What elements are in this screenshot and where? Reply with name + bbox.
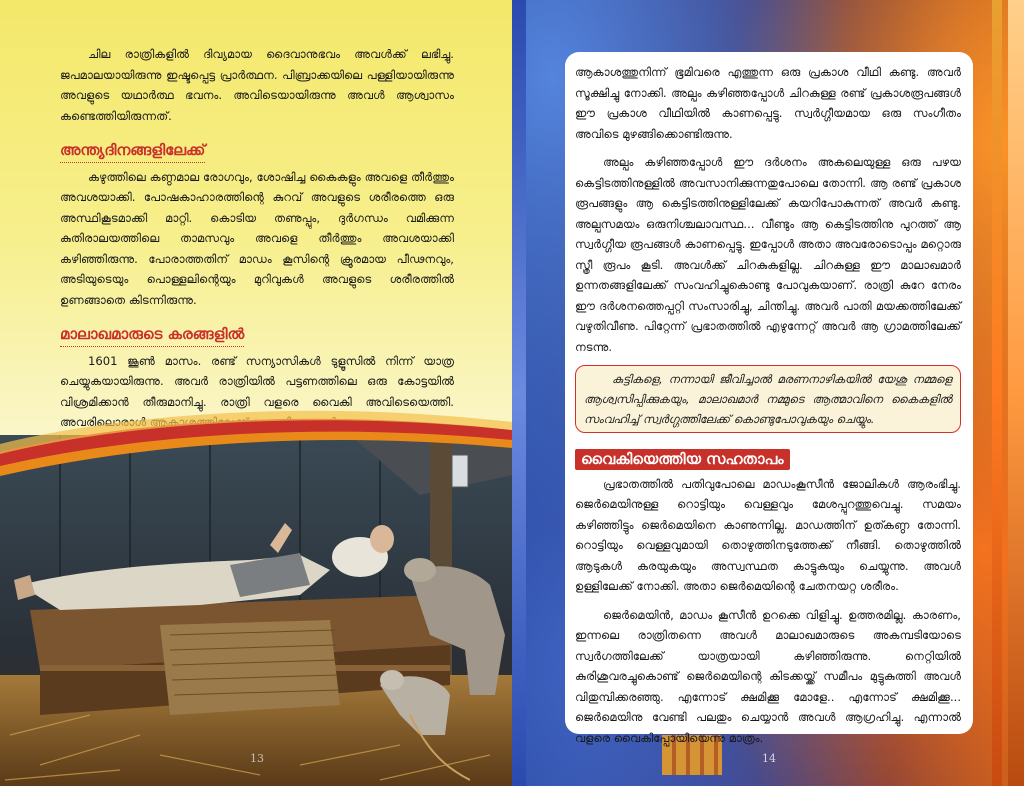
angels-paragraph: 1601 ജൂൺ മാസം. രണ്ട് സന്യാസികൾ ടുളൂസിൽ നിന്ന് യാത്ര ചെയ്യുകയായിരുന്നു. അവർ രാത്രിയിൽ പട്ടണത്തിലെ ഒരു കോട്ടയിൽ xyxy=(60,353,454,388)
left-page-text xyxy=(60,44,454,441)
quote-box: കുട്ടികളെ, നന്നായി ജീവിച്ചാൽ മരണനാഴികയിൽ യേശു നമ്മളെ ആശ്വസിപ്പിക്കുകയും, മാലാഖമാർ നമ്മുടെ ആത്മാവിനെ കൈകളിൽ സംവഹിച്ച് സ്വർഗ്ഗത്തിലേക്ക് കൊണ്ടുപോവുകയും ചെയ്യും. xyxy=(575,365,961,433)
vision-paragraph: ആകാശത്തുനിന്ന് ഭൂമിവരെ എത്തുന്ന ഒരു പ്രകാശ വീഥി കണ്ടു. അവർ സൂക്ഷിച്ചു നോക്കി. അല്പം കഴിഞ്ഞപ്പോൾ ചിറകുള്ള രണ്ട് പ്രകാശരൂപങ്ങൾ ഈ പ്രകാശ വീഥിയിൽ കാണപ്പെട്ടു. സ്വർഗ്ഗീയമായ ഒരു സംഗീതം അവിടെ മുഴങ്ങിക്കൊണ്ടിരുന്നു. xyxy=(575,65,961,141)
section-heading-late-sympathy: വൈകിയെത്തിയ സഹതാപം xyxy=(575,449,790,470)
wave-decoration xyxy=(0,400,512,490)
morning-paragraph: പ്രഭാതത്തിൽ പതിവുപോലെ മാഡംകൂസീൻ ജോലികൾ ആരംഭിച്ചു. ജെർമെയിനുള്ള റൊട്ടിയും വെള്ളവും മേശപ്പുറത്തുവെച്ചു. സമയം കഴിഞ്ഞിട്ടും ജെർമെയിനെ കാണുന്നില്ല. മാഡത്തിന് ഉത്കണ്ഠ തോന്നി. റൊട്ടിയും വെള്ളവുമായി തൊഴുത്തിനടുത്തേക്ക് നീങ്ങി. തൊഴുത്തിൽ ആടുകൾ കരയുകയും അസ്വസ്ഥത കാട്ടുകയും ചെയ്യുന്നു. അവൾ ഉള്ളിലേക്ക് നോക്കി. അതാ ജെർമെയിന്റെ ചേതനയറ്റ ശരീരം. xyxy=(575,476,961,593)
left-edge-stripe xyxy=(512,0,526,786)
intro-paragraph: ചില രാത്രികളിൽ ദിവ്യമായ ദൈവാനുഭവം അവൾക്ക് ലഭിച്ചു. ജപമാലയായിരുന്നു ഇഷ്ടപ്പെട്ട പ്രാർത്ഥന. പിബ്രാക്കയിലെ പള്ളിയായിരുന്നു അവളുടെ യഥാർത്ഥ ഭവനം. അവിടെയായിരുന്നു അവൾ ആശ്വാസം കണ്ടെത്തിയിരുന്നത്. xyxy=(60,47,454,123)
ending-paragraph: ജെർമെയിൻ, മാഡം കൂസീൻ ഉറക്കെ വിളിച്ചു. ഉത്തരമില്ല. കാരണം, ഇന്നലെ രാത്രിതന്നെ അവൾ മാലാഖമാരുടെ അകമ്പടിയോടെ സ്വർഗത്തിലേക്ക് യാത്രയായി കഴിഞ്ഞിരുന്നു. നെറ്റിയിൽ കുരിശുവരച്ചുകൊണ്ട് ജെർമെയിന്റെ കിടക്കയ്ക്ക് സമീപം മുട്ടുകുത്തി അവൾ വിതുമ്പിക്കരഞ്ഞു. എന്നോട് ക്ഷമിക്കൂ മോളേ.. എന്നോട് ക്ഷമിക്കൂ... ജെർമെയിനു വേണ്ടി പലതും ചെയ്യാൻ അവൾ ആഗ്രഹിച്ചു. എന്നാൽ വളരെ വൈകിപ്പോയിയെന്നു മാത്രം. xyxy=(575,607,961,745)
right-page-text xyxy=(575,62,961,756)
section-heading-angels-hands: മാലാഖമാരുടെ കരങ്ങളിൽ xyxy=(60,324,244,347)
building-paragraph: അല്പം കഴിഞ്ഞപ്പോൾ ഈ ദർശനം അകലെയുള്ള ഒരു പഴയ കെട്ടിടത്തിനുള്ളിൽ അവസാനിക്കുന്നതുപോലെ തോന്നി. ആ രണ്ട് പ്രകാശ രൂപങ്ങളും ആ കെട്ടിടത്തിനുള്ളിലേക്ക് കയറിപോകുന്നത് അവർ കണ്ടു. അല്പസമയം ഒരുനിശ്ചലാവസ്ഥ... വീണ്ടും ആ കെട്ടിടത്തിനു പുറത്ത് ആ സ്വർഗ്ഗീയ രൂപങ്ങൾ കാണപ്പെട്ടു. ഇപ്പോൾ അതാ അവരോടൊപ്പം മറ്റൊരു സ്ത്രീ രൂപം കൂടി. അവൾക്ക് ചിറകുകളില്ല. ചിറകുള്ള ഈ മാലാഖമാർ ഉന്നതങ്ങളിലേക്ക് സംവഹിച്ചുകൊണ്ടു പോവുകയാണ്. രാത്രി കുറേ നേരം ഈ ദർശനത്തെപ്പറ്റി സംസാരിച്ചു, ചിന്തിച്ചു. അവർ പാതി മയക്കത്തിലേക്ക് വഴുതിവീണു. പിറ്റേന്ന് പ്രഭാതത്തിൽ എഴുന്നേറ്റ് അവർ ആ ഗ്രാമത്തിലേക്ക് നടന്നു. xyxy=(575,155,961,354)
section-heading-final-days: അന്ത്യദിനങ്ങളിലേക്ക് xyxy=(60,140,205,163)
right-edge-stripe xyxy=(992,0,1002,786)
right-page xyxy=(512,0,1024,786)
page-number-right: 14 xyxy=(762,752,776,765)
page-number-left: 13 xyxy=(250,752,264,765)
final-days-paragraph: കഴുത്തിലെ കണ്ഠമാല രോഗവും, ശോഷിച്ച കൈകളും അവളെ തീർത്തും അവശയാക്കി. പോഷകാഹാരത്തിന്റെ കുറവ് അവളുടെ ശരീരത്തെ ഒരു അസ്ഥികൂടമാക്കി മാറ്റി. കൊടിയ തണുപ്പും, ദുർഗന്ധം വമിക്കുന്ന കുതിരാലയത്തിലെ താമസവും അവളെ തീർത്തും അവശയാക്കി കഴിഞ്ഞിരുന്നു. പോരാത്തതിന് മാഡം കൂസിന്റെ ക്രൂരമായ പീഢനവും, അടിയുടെയും പൊള്ളലിന്റെയും മുറിവുകൾ അവളുടെ ശരീരത്തിൽ ഉണങ്ങാതെ കിടന്നിരുന്നു. xyxy=(60,169,454,307)
right-edge-glow xyxy=(1008,0,1024,786)
